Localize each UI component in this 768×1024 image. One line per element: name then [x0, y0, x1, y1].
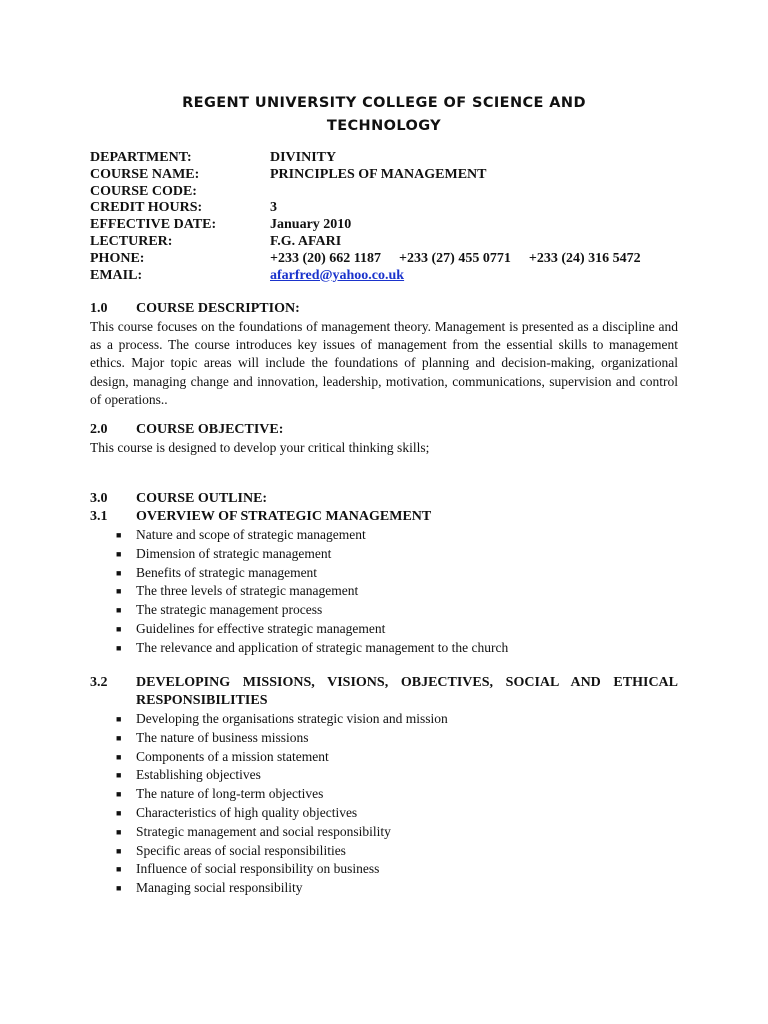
section-number: 2.0: [90, 422, 108, 437]
list-item-text: Managing social responsibility: [136, 880, 303, 896]
list-item-text: Dimension of strategic management: [136, 545, 332, 561]
info-label: EMAIL:: [90, 267, 143, 283]
info-value: 3: [270, 200, 277, 216]
square-bullet-icon: ■: [116, 826, 122, 837]
list-item-text: The nature of long-term objectives: [136, 786, 324, 802]
phone-number-3: +233 (24) 316 5472: [528, 250, 641, 266]
phone-number-1: +233 (20) 662 1187: [270, 250, 382, 266]
bullet-list-3-1: [90, 526, 678, 658]
document-title: [130, 92, 638, 138]
list-item: [90, 620, 678, 639]
info-row-lecturer: [90, 234, 690, 251]
section-number: 1.0: [90, 301, 108, 316]
section-heading: [90, 300, 678, 318]
info-label: LECTURER:: [90, 233, 173, 249]
section-number: 3.0: [90, 491, 108, 506]
info-value: DIVINITY: [270, 150, 337, 165]
list-item: [90, 879, 678, 898]
list-item: [90, 639, 678, 658]
list-item-text: The nature of business missions: [136, 729, 309, 745]
list-item: [90, 710, 678, 729]
info-label: EFFECTIVE DATE:: [90, 217, 217, 233]
info-label: COURSE NAME:: [90, 166, 200, 182]
info-row-course-code: [90, 184, 690, 201]
section-title: COURSE DESCRIPTION:: [136, 301, 300, 316]
course-objective-text: This course is designed to develop your critical thinking skills;: [90, 440, 430, 455]
section-course-objective: [90, 421, 678, 457]
list-item: [90, 842, 678, 861]
title-line-2: TECHNOLOGY: [326, 118, 442, 134]
list-item: [90, 804, 678, 823]
info-value: PRINCIPLES OF MANAGEMENT: [270, 166, 487, 182]
email-value: [270, 268, 690, 285]
square-bullet-icon: ■: [116, 883, 122, 894]
square-bullet-icon: ■: [116, 845, 122, 856]
square-bullet-icon: ■: [116, 623, 122, 634]
list-item: [90, 748, 678, 767]
list-item: [90, 582, 678, 601]
square-bullet-icon: ■: [116, 807, 122, 818]
subsection-heading-3-2: [90, 674, 678, 710]
info-row-department: [90, 150, 690, 167]
list-item: [90, 823, 678, 842]
list-item: [90, 601, 678, 620]
square-bullet-icon: ■: [116, 530, 122, 540]
phone-numbers: [270, 251, 690, 268]
section-title: COURSE OUTLINE:: [136, 491, 268, 506]
subsection-number: 3.2: [90, 675, 108, 690]
square-bullet-icon: ■: [116, 586, 122, 597]
list-item-text: Specific areas of social responsibilities: [136, 842, 346, 858]
info-row-phone: [90, 251, 690, 268]
list-item-text: The relevance and application of strategic management to the church: [136, 639, 509, 655]
info-value: [270, 184, 690, 201]
list-item-text: Guidelines for effective strategic management: [136, 620, 386, 636]
list-item: [90, 766, 678, 785]
list-item-text: Nature and scope of strategic management: [136, 527, 366, 542]
list-item: [90, 526, 678, 545]
info-row-effective-date: [90, 217, 690, 234]
square-bullet-icon: ■: [116, 751, 122, 762]
info-label: COURSE CODE:: [90, 183, 197, 199]
course-description-text: This course focuses on the foundations of management theory. Management is presented as a discipline and as a process. The course introduces key issues of management from the essential skills to management ethics. Major topic areas will include the foundations of planning and decision-making, organizational design, managing change and innovation, leadership, motivation, communications, supervision and control of operations..: [90, 319, 678, 407]
square-bullet-icon: ■: [116, 642, 122, 653]
phone-number-2: +233 (27) 455 0771: [399, 250, 511, 266]
info-label: CREDIT HOURS:: [90, 200, 203, 216]
section-course-outline: [90, 490, 678, 658]
email-link[interactable]: afarfred@yahoo.co.uk: [270, 267, 405, 283]
list-item: [90, 785, 678, 804]
info-label: PHONE:: [90, 250, 145, 266]
section-heading: [90, 421, 678, 439]
info-value: January 2010: [270, 217, 352, 233]
square-bullet-icon: ■: [116, 714, 122, 724]
info-value: F.G. AFARI: [270, 233, 342, 249]
list-item-text: Establishing objectives: [136, 767, 261, 783]
list-item: [90, 860, 678, 879]
subsection-number: 3.1: [90, 509, 108, 524]
info-row-credit-hours: [90, 200, 690, 217]
info-row-email: [90, 268, 690, 285]
subsection-title: DEVELOPING MISSIONS, VISIONS, OBJECTIVES, SOCIAL AND ETHICAL RESPONSIBILITIES: [136, 675, 678, 708]
list-item: [90, 564, 678, 583]
bullet-list-3-2: [90, 710, 678, 898]
square-bullet-icon: ■: [116, 770, 122, 781]
square-bullet-icon: ■: [116, 732, 122, 743]
section-heading: [90, 490, 678, 508]
list-item-text: Developing the organisations strategic vision and mission: [136, 711, 448, 726]
subsection-heading-3-1: [90, 508, 678, 526]
course-info-block: [90, 150, 690, 284]
list-item-text: The strategic management process: [136, 602, 323, 618]
square-bullet-icon: ■: [116, 567, 122, 578]
section-3-2: [90, 674, 678, 898]
list-item-text: Influence of social responsibility on business: [136, 861, 380, 877]
list-item-text: The three levels of strategic management: [136, 583, 359, 599]
list-item-text: Strategic management and social responsibility: [136, 823, 391, 839]
square-bullet-icon: ■: [116, 789, 122, 800]
info-label: DEPARTMENT:: [90, 150, 192, 165]
title-line-1: REGENT UNIVERSITY COLLEGE OF SCIENCE AND: [182, 95, 586, 111]
info-row-course-name: [90, 167, 690, 184]
section-course-description: [90, 300, 678, 409]
list-item-text: Components of a mission statement: [136, 748, 329, 764]
square-bullet-icon: ■: [116, 548, 122, 559]
square-bullet-icon: ■: [116, 864, 122, 875]
list-item: [90, 729, 678, 748]
list-item: [90, 545, 678, 564]
list-item-text: Benefits of strategic management: [136, 564, 318, 580]
section-title: COURSE OBJECTIVE:: [136, 422, 284, 437]
subsection-title: OVERVIEW OF STRATEGIC MANAGEMENT: [136, 509, 432, 524]
list-item-text: Characteristics of high quality objectives: [136, 804, 358, 820]
square-bullet-icon: ■: [116, 605, 122, 616]
